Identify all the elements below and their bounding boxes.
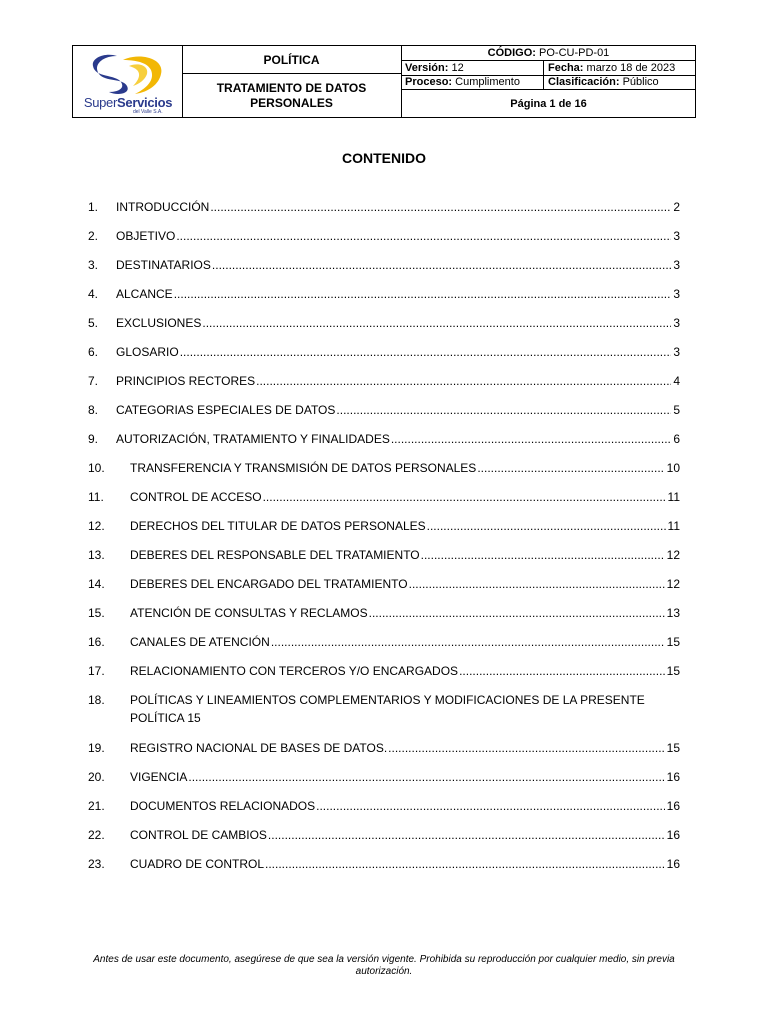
toc-item-number: 7.	[88, 374, 99, 388]
toc-item-page: 13	[666, 606, 680, 620]
toc-item-label: DEBERES DEL RESPONSABLE DEL TRATAMIENTO	[130, 548, 420, 562]
toc-leader-dots	[315, 799, 665, 813]
toc-item-page: 16	[666, 828, 680, 842]
toc-item-number: 11.	[88, 490, 104, 504]
toc-item-page: 15	[666, 664, 680, 678]
process-cell	[402, 75, 544, 89]
toc-item-number: 15.	[88, 606, 105, 620]
toc-item-number: 19.	[88, 741, 105, 755]
toc-item-label: INTRODUCCIÓN	[116, 200, 210, 214]
toc-leader-dots	[426, 519, 666, 533]
toc-item-label: CONTROL DE ACCESO	[130, 490, 262, 504]
toc-item-page: 11	[667, 519, 680, 533]
toc-item-page: 6	[673, 432, 680, 446]
toc-item-label: VIGENCIA	[130, 770, 188, 784]
toc-item-label: GLOSARIO	[116, 345, 179, 359]
logo-subtext: del Valle S.A.	[133, 109, 163, 115]
toc-item-number: 4.	[88, 287, 99, 301]
toc-leader-dots	[368, 606, 665, 620]
version-value: 12	[451, 62, 464, 74]
toc-leader-dots	[187, 770, 664, 784]
toc-item-page: 12	[666, 548, 680, 562]
header-meta-cell	[402, 46, 695, 117]
toc-item-number: 12.	[88, 519, 105, 533]
header-title-cell	[182, 46, 402, 117]
toc-item-number: 13.	[88, 548, 105, 562]
toc-item-number: 14.	[88, 577, 105, 591]
toc-item-number: 20.	[88, 770, 105, 784]
document-header	[72, 45, 696, 118]
toc-item-page: 11	[667, 490, 680, 504]
logo-text-servicios: Servicios	[117, 95, 173, 110]
footer-disclaimer: Antes de usar este documento, asegúrese de que sea la versión vigente. Prohibida su reproducción por cualquier medio, sin previa autorización.	[93, 954, 675, 977]
classification-label: Clasificación:	[548, 76, 620, 88]
toc-item-number: 9.	[88, 432, 99, 446]
policy-label: POLÍTICA	[182, 46, 401, 74]
toc-item-number: 18.	[88, 693, 105, 707]
toc-item-page: 15	[666, 741, 680, 755]
toc-leader-dots	[420, 548, 665, 562]
toc-item-label: CATEGORIAS ESPECIALES DE DATOS	[116, 403, 336, 417]
toc-item-page: 12	[666, 577, 680, 591]
toc-item-label: DESTINATARIOS	[116, 258, 211, 272]
toc-item-label: ALCANCE	[116, 287, 173, 301]
toc-item-label: EXCLUSIONES	[116, 316, 202, 330]
toc-leader-dots	[262, 490, 666, 504]
toc-leader-dots	[476, 461, 664, 475]
toc-item-page: 3	[673, 258, 680, 272]
version-cell	[402, 61, 544, 75]
process-label: Proceso:	[405, 76, 453, 88]
toc-item-label: OBJETIVO	[116, 229, 176, 243]
toc-item-label: DERECHOS DEL TITULAR DE DATOS PERSONALES	[130, 519, 426, 533]
toc-item-page: 4	[673, 374, 680, 388]
date-cell	[545, 61, 695, 75]
toc-leader-dots	[179, 345, 672, 359]
toc-leader-dots	[201, 316, 671, 330]
toc-item-number: 21.	[88, 799, 105, 813]
toc-item-number: 5.	[88, 316, 99, 330]
toc-item-page: 16	[666, 857, 680, 871]
process-value: Cumplimento	[455, 76, 520, 88]
toc-item-label: CUADRO DE CONTROL	[130, 857, 265, 871]
logo-text-super: Super	[83, 95, 118, 110]
toc-item-label: DOCUMENTOS RELACIONADOS	[130, 799, 316, 813]
toc-item-page: 16	[666, 770, 680, 784]
toc-item-number: 8.	[88, 403, 99, 417]
toc-item-number: 17.	[88, 664, 105, 678]
toc-item-number: 16.	[88, 635, 105, 649]
toc-item-page: 10	[666, 461, 680, 475]
toc-leader-dots	[211, 258, 671, 272]
toc-item-label: PRINCIPIOS RECTORES	[116, 374, 256, 388]
toc-item-label: DEBERES DEL ENCARGADO DEL TRATAMIENTO	[130, 577, 408, 591]
toc-item-label: AUTORIZACIÓN, TRATAMIENTO Y FINALIDADES	[116, 432, 390, 446]
page-number: Página 1 de 16	[510, 97, 587, 110]
logo-wordmark	[78, 96, 178, 109]
toc-item-page: 3	[673, 287, 680, 301]
toc-item-number: 10.	[88, 461, 105, 475]
toc-leader-dots	[390, 432, 671, 446]
toc-item-page: 15	[666, 635, 680, 649]
toc-leader-dots	[175, 229, 671, 243]
toc-title: CONTENIDO	[342, 150, 426, 166]
date-value: marzo 18 de 2023	[586, 62, 676, 74]
toc-item-label: TRANSFERENCIA Y TRANSMISIÓN DE DATOS PERSONALES	[130, 461, 477, 475]
toc-leader-dots	[335, 403, 671, 417]
toc-item-page: 3	[673, 345, 680, 359]
version-label: Versión:	[405, 62, 449, 74]
toc-item-label: ATENCIÓN DE CONSULTAS Y RECLAMOS	[130, 606, 368, 620]
date-label: Fecha:	[548, 62, 584, 74]
toc-item-number: 6.	[88, 345, 99, 359]
toc-item-label: CANALES DE ATENCIÓN	[130, 635, 270, 649]
toc-item-number: 2.	[88, 229, 99, 243]
version-date-row	[402, 61, 695, 76]
toc-item-number: 22.	[88, 828, 105, 842]
toc-item-page: 5	[673, 403, 680, 417]
superservicios-logo-icon	[87, 52, 167, 96]
toc-leader-dots	[458, 664, 665, 678]
toc-item-page: 2	[673, 200, 680, 214]
toc-leader-dots	[267, 828, 665, 842]
process-classification-row	[402, 75, 695, 90]
toc-item-page: 3	[673, 316, 680, 330]
toc-item-number: 3.	[88, 258, 99, 272]
toc-item-label: RELACIONAMIENTO CON TERCEROS Y/O ENCARGADOS	[130, 664, 459, 678]
classification-value: Público	[622, 76, 659, 88]
toc-leader-dots	[209, 200, 671, 214]
toc-leader-dots	[408, 577, 665, 591]
toc-leader-dots	[264, 857, 665, 871]
toc-leader-dots	[270, 635, 665, 649]
toc-item-number: 1.	[88, 200, 99, 214]
toc-leader-dots	[173, 287, 672, 301]
toc-item-label: REGISTRO NACIONAL DE BASES DE DATOS.	[130, 741, 388, 755]
logo-cell	[73, 46, 183, 117]
toc-item-label: CONTROL DE CAMBIOS	[130, 828, 267, 842]
toc-item-page: 3	[673, 229, 680, 243]
code-value: PO-CU-PD-01	[539, 47, 610, 59]
toc-item-page: 16	[666, 799, 680, 813]
code-label: CÓDIGO:	[487, 47, 536, 59]
toc-leader-dots	[387, 741, 664, 755]
policy-title: TRATAMIENTO DE DATOS PERSONALES	[216, 80, 367, 110]
toc-item-label: POLÍTICAS Y LINEAMIENTOS COMPLEMENTARIOS Y MODIFICACIONES DE LA PRESENTE POLÍTICA 15	[130, 693, 645, 725]
toc-item-number: 23.	[88, 857, 105, 871]
toc-leader-dots	[255, 374, 671, 388]
document-code	[402, 46, 695, 61]
classification-cell	[545, 75, 695, 89]
